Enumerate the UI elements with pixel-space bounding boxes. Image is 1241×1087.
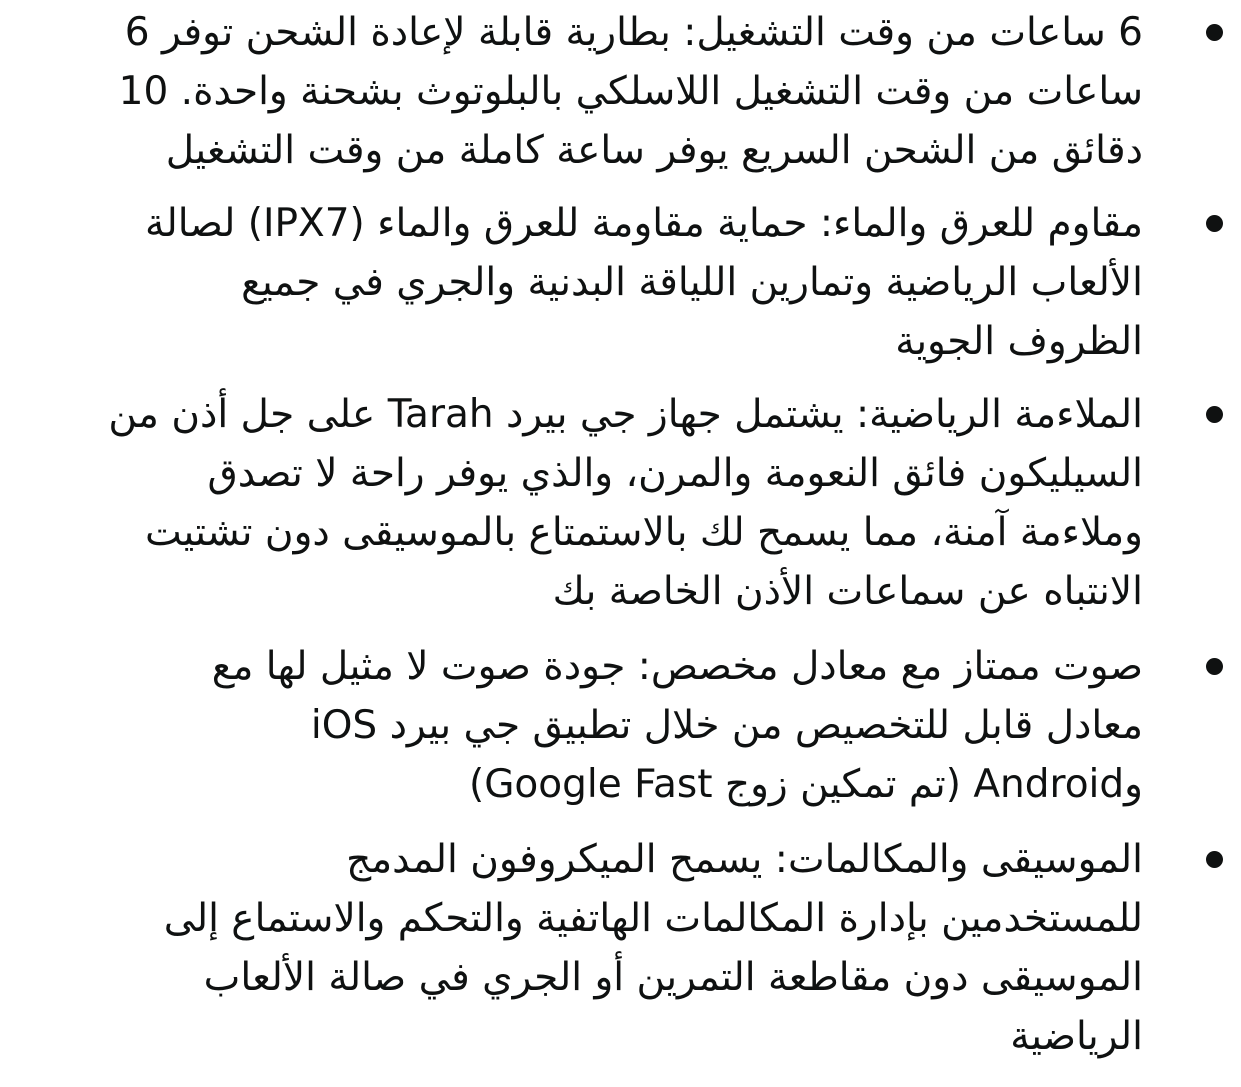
bullet-text-line: معادل قابل للتخصيص من خلال تطبيق جي بيرد iOS bbox=[310, 703, 1143, 748]
bullet-text-line: وAndroid (تم تمكين زوج Google Fast) bbox=[468, 762, 1143, 807]
bullet-text-line: الرياضية bbox=[1010, 1014, 1143, 1059]
bullet-text-line: الظروف الجوية bbox=[895, 319, 1143, 364]
bullet-text-line: ساعات من وقت التشغيل اللاسلكي بالبلوتوث بشحنة واحدة. 10 bbox=[118, 69, 1143, 114]
bullet-dot-icon bbox=[1206, 658, 1223, 675]
bullet-text-line: الألعاب الرياضية وتمارين اللياقة البدنية والجري في جميع bbox=[241, 260, 1143, 305]
bullet-dot-icon bbox=[1206, 24, 1223, 41]
bullet-text-line: 6 ساعات من وقت التشغيل: بطارية قابلة لإعادة الشحن توفر 6 bbox=[124, 10, 1143, 55]
bullet-dot-icon bbox=[1206, 215, 1223, 232]
bullet-text-line: الانتباه عن سماعات الأذن الخاصة بك bbox=[552, 569, 1143, 614]
feature-bullet-sport-fit bbox=[108, 385, 1143, 621]
bullet-dot-icon bbox=[1206, 406, 1223, 423]
bullet-text-line: دقائق من الشحن السريع يوفر ساعة كاملة من وقت التشغيل bbox=[165, 128, 1143, 173]
bullet-text-line: الموسيقى دون مقاطعة التمرين أو الجري في صالة الألعاب bbox=[203, 955, 1143, 1000]
feature-bullet-battery bbox=[119, 3, 1143, 180]
bullet-text-line: الملاءمة الرياضية: يشتمل جهاز جي بيرد Tarah على جل أذن من bbox=[108, 392, 1143, 437]
feature-bullet-water-resistance bbox=[145, 194, 1143, 371]
bullet-text-line: الموسيقى والمكالمات: يسمح الميكروفون المدمج bbox=[346, 837, 1143, 882]
bullet-text-line: السيليكون فائق النعومة والمرن، والذي يوفر راحة لا تصدق bbox=[207, 451, 1143, 496]
bullet-text-line: وملاءمة آمنة، مما يسمح لك بالاستمتاع بالموسيقى دون تشتيت bbox=[145, 510, 1143, 555]
bullet-text-line: مقاوم للعرق والماء: حماية مقاومة للعرق والماء (IPX7) لصالة bbox=[144, 201, 1143, 246]
bullet-text-line: صوت ممتاز مع معادل مخصص: جودة صوت لا مثيل لها مع bbox=[211, 644, 1143, 689]
feature-bullet-sound-eq bbox=[212, 637, 1143, 814]
feature-bullet-music-calls bbox=[164, 830, 1143, 1066]
bullet-text-line: للمستخدمين بإدارة المكالمات الهاتفية والتحكم والاستماع إلى bbox=[163, 896, 1143, 941]
bullet-dot-icon bbox=[1206, 851, 1223, 868]
